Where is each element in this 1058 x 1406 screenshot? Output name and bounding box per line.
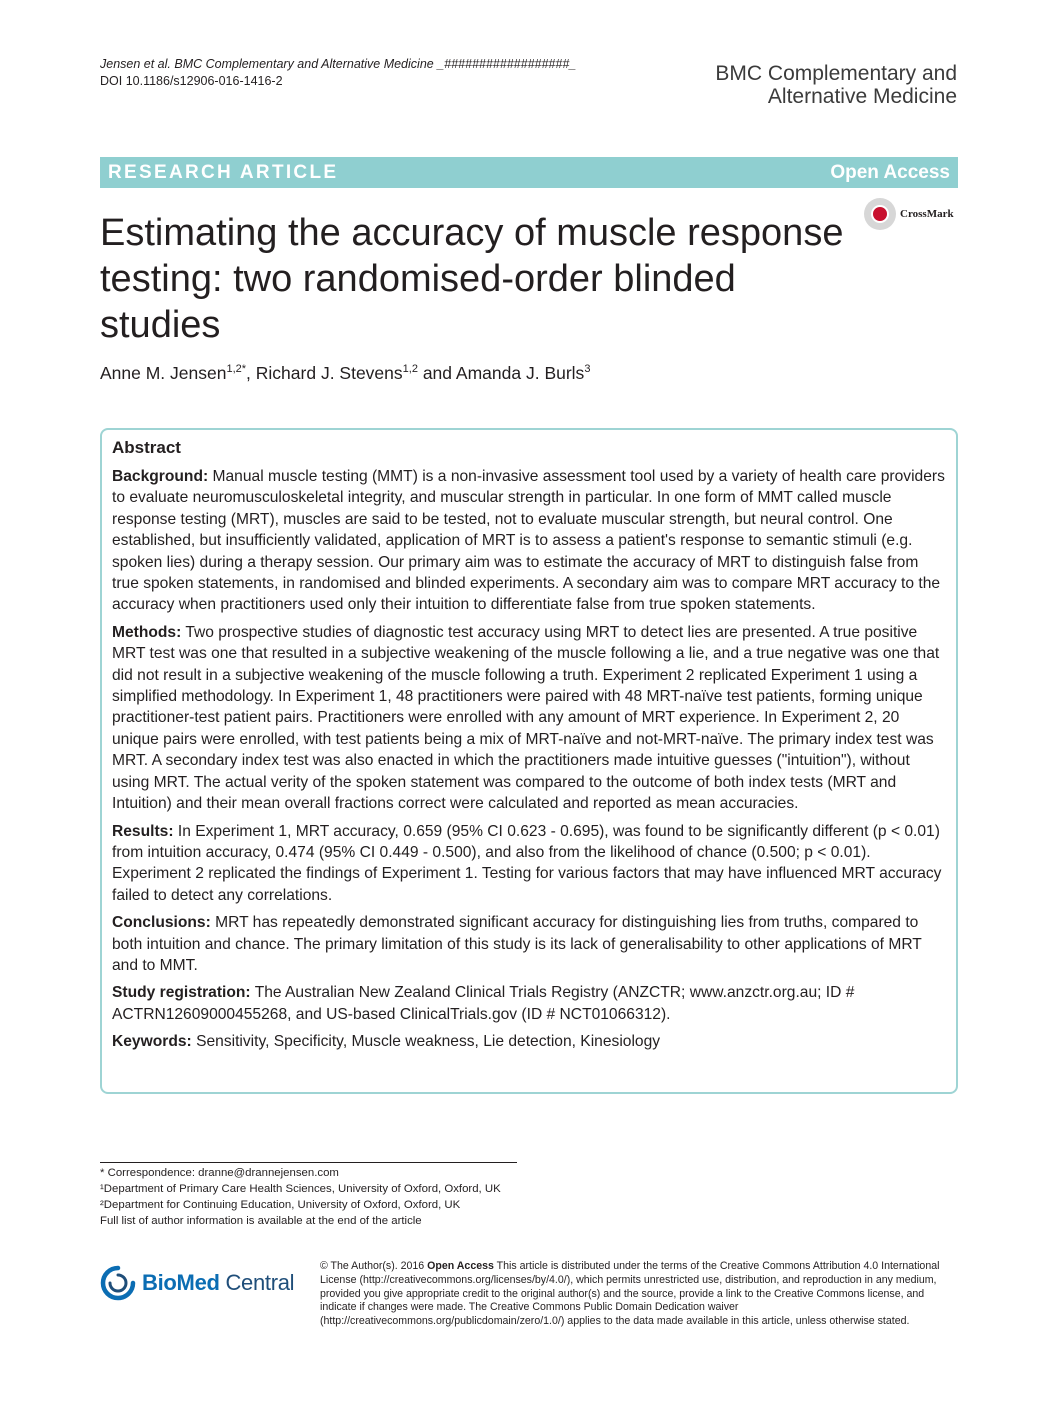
abstract-results: [112, 821, 946, 907]
keywords-text: Sensitivity, Specificity, Muscle weakness, Lie detection, Kinesiology: [196, 1033, 661, 1051]
conclusions-text: MRT has repeatedly demonstrated significant accuracy for distinguishing lies from truths, compared to both intuition and chance. The primary limitation of this study is its lack of generalisability to other applications of MRT and to MMT.: [112, 914, 922, 974]
author-affiliation: 3: [584, 363, 591, 376]
author-name: Amanda J. Burls: [455, 363, 585, 383]
abstract-keywords: [112, 1031, 946, 1052]
background-text: Manual muscle testing (MMT) is a non-invasive assessment tool used by a variety of health care providers to evaluate neuromusculoskeletal integrity, and muscular strength in particular. In one form of MMT called muscle response testing (MRT), muscles are said to be tested, not to evaluate muscular strength, but neural control. One established, but insufficiently validated, application of MRT is to assess a patient's response to semantic stimuli (e.g. spoken lies) during a therapy session. Our primary aim was to estimate the accuracy of MRT to distinguish false from true spoken statements, in randomised and blinded experiments. A secondary aim was to compare MRT accuracy to the accuracy when practitioners used only their intuition to differentiate false from true spoken statements.: [112, 468, 945, 614]
abstract-background: [112, 466, 946, 616]
journal-brand-line1: BMC Complementary and: [715, 62, 957, 85]
keywords-label: Keywords:: [112, 1033, 192, 1051]
crossmark-label: CrossMark: [900, 208, 954, 220]
citation-line: Jensen et al. BMC Complementary and Alternative Medicine _##################_: [100, 57, 577, 71]
citation-header: [100, 56, 576, 90]
crossmark-badge[interactable]: [864, 198, 954, 230]
methods-label: Methods:: [112, 623, 182, 641]
affiliation-note-1: ¹Department of Primary Care Health Sciences, University of Oxford, Oxford, UK: [100, 1183, 501, 1195]
author-affiliation: 1,2: [402, 363, 418, 376]
conclusions-label: Conclusions:: [112, 914, 211, 932]
footnote-divider: [100, 1162, 517, 1163]
abstract-heading: Abstract: [112, 438, 181, 457]
abstract-box: [100, 428, 958, 1094]
affiliation-note-2: ²Department for Continuing Education, University of Oxford, Oxford, UK: [100, 1199, 461, 1211]
biomed-central-logo: [100, 1265, 294, 1301]
results-text: In Experiment 1, MRT accuracy, 0.659 (95% CI 0.623 - 0.695), was found to be significantly different (p < 0.01) from intuition accuracy, 0.474 (95% CI 0.449 - 0.500), and also from the likelihood of chance (0.500; p < 0.01). Experiment 2 replicated the findings of Experiment 1. Testing for various factors that may have influenced MRT accuracy failed to detect any correlations.: [112, 822, 942, 904]
publisher-name-rest: Central: [219, 1270, 295, 1295]
abstract-registration: [112, 982, 946, 1025]
doi-line: DOI 10.1186/s12906-016-1416-2: [100, 74, 283, 88]
abstract-conclusions: [112, 912, 946, 976]
author-name: Richard J. Stevens: [255, 363, 403, 383]
license-statement: [320, 1260, 940, 1329]
author-separator: and: [417, 363, 456, 383]
methods-text: Two prospective studies of diagnostic test accuracy using MRT to detect lies are presented. A true positive MRT test was one that resulted in a subjective weakening of the muscle following a lie, and a true negative was one that did not result in a subjective weakening of the muscle following a truth. Experiment 2 replicated Experiment 1 using a simplified methodology. In Experiment 1, 48 practitioners were paired with 48 MRT-naïve test patients, forming unique practitioner-test patient pairs. Practitioners were enrolled with any amount of MRT experience. In Experiment 2, 20 unique pairs were enrolled, with test patients being a mix of MRT-naïve and not-MRT-naïve. The primary index test was MRT. A secondary index test was also enacted in which the practitioners made intuitive guesses ("intuition"), without using MRT. The actual verity of the spoken statement was compared to the outcome of both index tests (MRT and Intuition) and their mean overall fractions correct were calculated and reported as mean accuracies.: [112, 623, 940, 813]
publisher-name: [142, 1270, 294, 1296]
author-affiliation: 1,2*: [226, 363, 247, 376]
article-type: RESEARCH ARTICLE: [108, 161, 339, 183]
journal-brand-line2: Alternative Medicine: [767, 85, 957, 108]
publisher-name-bold: BioMed: [142, 1270, 220, 1295]
author-separator: ,: [246, 363, 256, 383]
article-title: Estimating the accuracy of muscle response testing: two randomised-order blinded studies: [100, 212, 844, 346]
crossmark-icon: [864, 198, 896, 230]
registration-label: Study registration:: [112, 984, 251, 1002]
abstract-methods: [112, 622, 946, 815]
results-label: Results:: [112, 822, 174, 840]
author-list: [100, 363, 590, 384]
footnotes: [100, 1165, 520, 1229]
license-open-access: Open Access: [427, 1260, 494, 1272]
journal-brand: [715, 62, 957, 108]
article-type-banner: [100, 157, 958, 188]
correspondence-note: * Correspondence: dranne@drannejensen.com: [100, 1167, 339, 1179]
biomed-logo-icon: [100, 1265, 136, 1301]
background-label: Background:: [112, 468, 209, 485]
author-name: Anne M. Jensen: [100, 363, 227, 383]
author-info-note: Full list of author information is available at the end of the article: [100, 1215, 422, 1227]
license-text: This article is distributed under the terms of the Creative Commons Attribution 4.0 International License (http://creativecommons.org/licenses/by/4.0/), which permits unrestricted use, distribution, and reproduction in any medium, provided you give appropriate credit to the original author(s) and the source, provide a link to the Creative Commons license, and indicate if changes were made. The Creative Commons Public Domain Dedication waiver (http://creativecommons.org/publicdomain/zero/1.0/) applies to the data made available in this article, unless otherwise stated.: [320, 1260, 940, 1328]
registration-text: The Australian New Zealand Clinical Trials Registry (ANZCTR; www.anzctr.org.au; ID # ACTRN12609000455268, and US-based ClinicalTrials.gov (ID # NCT01066312).: [112, 984, 855, 1023]
open-access-label: Open Access: [830, 161, 950, 183]
license-prefix: © The Author(s). 2016: [320, 1260, 425, 1272]
